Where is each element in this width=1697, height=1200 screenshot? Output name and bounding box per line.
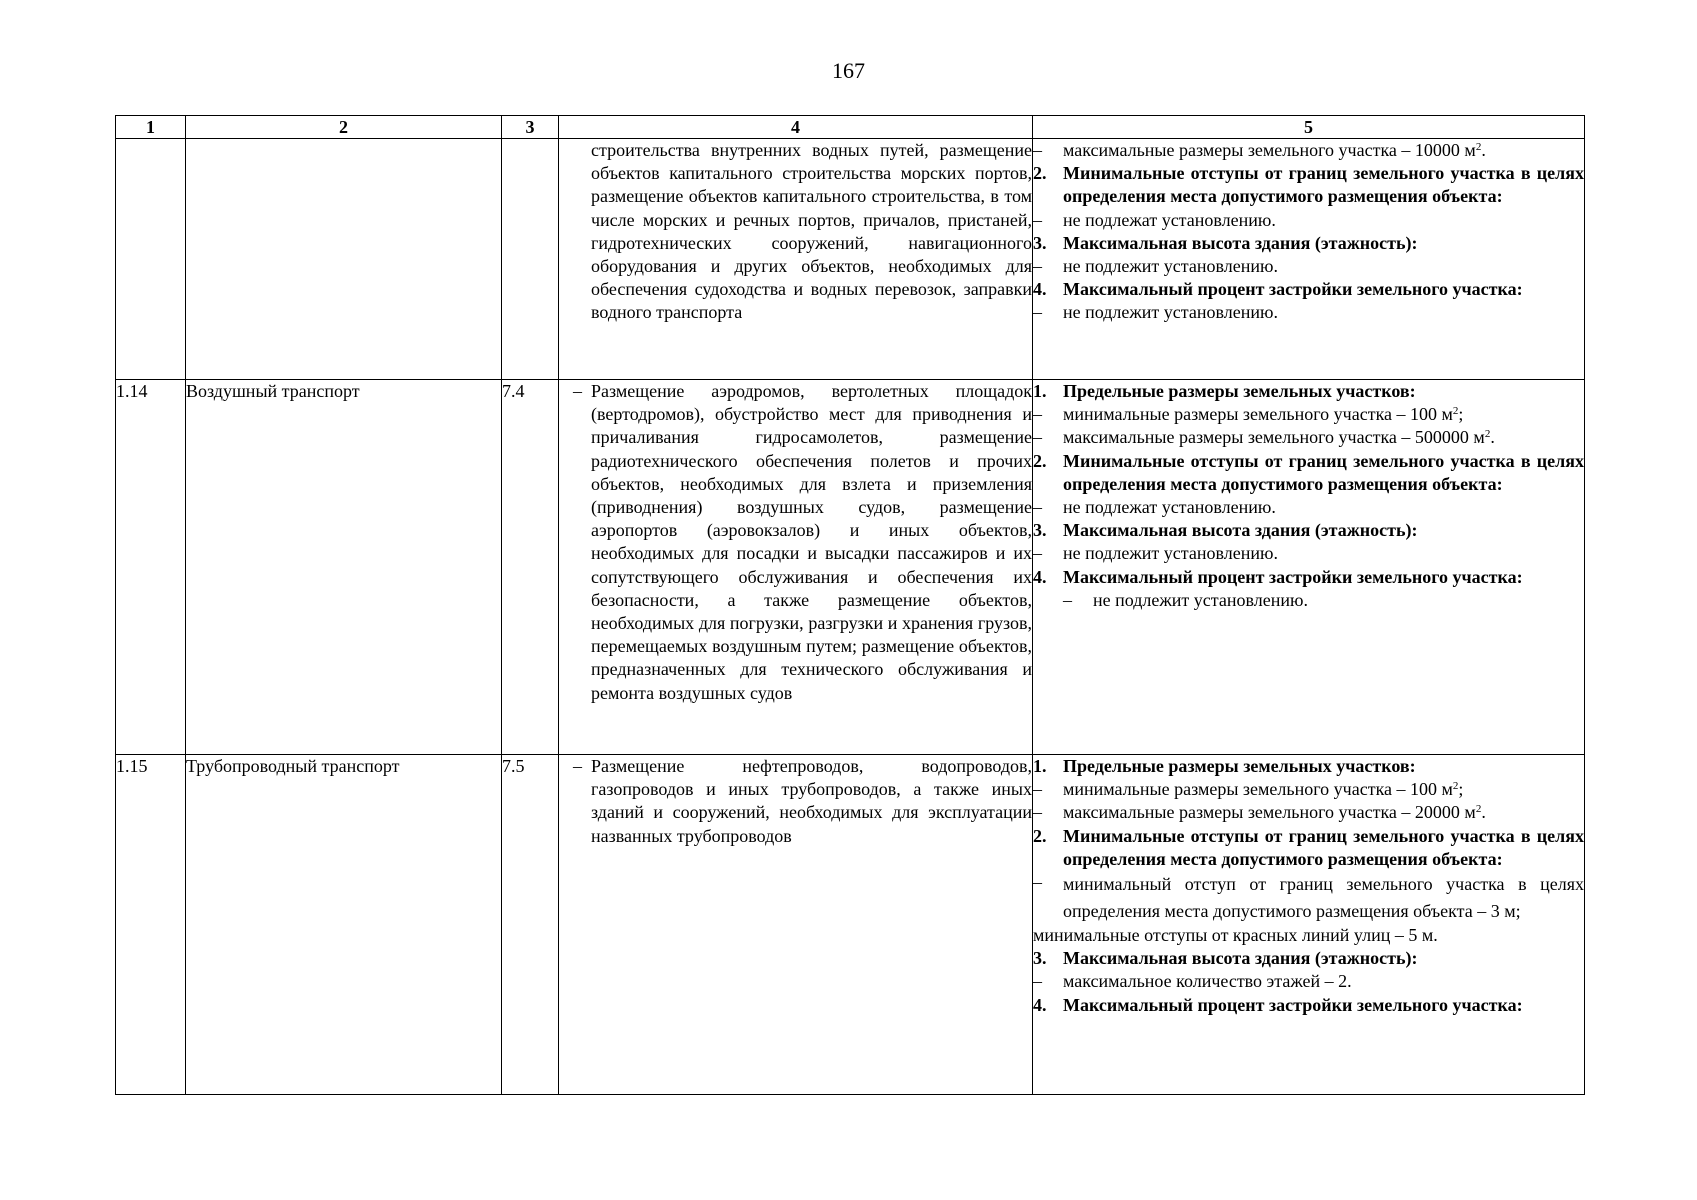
parameters-cell <box>1033 380 1585 755</box>
parameter-marker: – <box>1033 543 1042 564</box>
parameter-text-wrap <box>1063 947 1584 970</box>
description-dash: – <box>573 381 582 401</box>
parameter-heading <box>1033 825 1584 871</box>
parameter-text: Максимальная высота здания (этажность): <box>1063 520 1418 541</box>
use-type-code: 7.5 <box>502 755 559 1095</box>
table-row <box>116 755 1585 1095</box>
parameter-text: не подлежит установлению. <box>1063 302 1278 323</box>
parameter-text: Предельные размеры земельных участков: <box>1063 756 1416 776</box>
parameter-punctuation: ; <box>1458 779 1464 800</box>
parameter-text: Максимальный процент застройки земельного участка: <box>1063 566 1523 587</box>
use-type-description <box>559 139 1033 380</box>
parameter-item <box>1033 403 1584 426</box>
parameter-text: Минимальные отступы от границ земельного участка в целях определения места допустимого размещения объекта: <box>1063 450 1584 494</box>
parameter-item <box>1033 589 1584 612</box>
parameter-text-wrap <box>1063 450 1584 496</box>
parameter-text: Максимальный процент застройки земельного участка: <box>1063 279 1523 300</box>
parameter-marker: 3. <box>1033 232 1047 253</box>
use-type-name: Воздушный транспорт <box>186 380 502 755</box>
parameters-cell <box>1033 139 1585 380</box>
parameter-text-wrap <box>1093 589 1584 612</box>
parameter-punctuation: . <box>1490 427 1495 448</box>
header-row <box>116 116 1585 139</box>
zoning-table <box>115 115 1585 1095</box>
parameter-text-wrap <box>1063 994 1584 1017</box>
parameter-text: минимальные отступы от красных линий улиц – 5 м. <box>1033 925 1438 946</box>
parameter-text-wrap <box>1063 380 1584 403</box>
parameter-text: максимальные размеры земельного участка – 20000 м <box>1063 802 1476 823</box>
parameter-marker: – <box>1033 971 1042 992</box>
parameter-heading <box>1033 755 1584 778</box>
parameter-marker: 4. <box>1033 279 1047 300</box>
parameter-item <box>1033 426 1584 449</box>
description-text: Размещение аэродромов, вертолетных площадок (вертодромов), обустройство мест для приводнения и причаливания гидросамолетов, размещение радиотехнического обеспечения полетов и прочих объектов, необходимых для взлета и приземления (приводнения) воздушных судов, размещение аэропортов (аэровокзалов) и иных объектов, необходимых для посадки и высадки пассажиров и их сопутствующего обслуживания и обеспечения их безопасности, а также размещение объектов, необходимых для погрузки, разгрузки и хранения грузов, перемещаемых воздушным путем; размещение объектов, предназначенных для технического обслуживания и ремонта воздушных судов <box>591 381 1032 703</box>
parameter-text-wrap <box>1063 871 1584 924</box>
description-dash: – <box>573 756 582 776</box>
parameter-text-wrap <box>1063 162 1584 208</box>
parameter-heading <box>1033 519 1584 542</box>
unit-superscript: 2 <box>1475 141 1482 153</box>
parameter-marker: – <box>1033 427 1042 448</box>
parameter-marker: 2. <box>1033 450 1047 471</box>
parameter-heading <box>1033 278 1584 301</box>
parameter-text: не подлежит установлению. <box>1093 589 1308 610</box>
parameter-marker: – <box>1033 209 1042 230</box>
description-text: строительства внутренних водных путей, размещение объектов капитального строительства морских портов, размещение объектов капитального строительства, в том числе морских и речных портов, причалов, пристаней, гидротехнических сооружений, навигационного оборудования и других объектов, необходимых для обеспечения судоходства и водных перевозок, заправки водного транспорта <box>591 140 1032 323</box>
header-col-4: 4 <box>559 116 1033 139</box>
parameter-item <box>1033 255 1584 278</box>
parameter-text: максимальные размеры земельного участка – 500000 м <box>1063 427 1485 448</box>
parameter-text-wrap <box>1063 209 1584 232</box>
parameter-text: минимальные размеры земельного участка – 100 м <box>1063 404 1453 425</box>
parameter-heading <box>1033 380 1584 403</box>
parameter-text-wrap <box>1063 301 1584 324</box>
use-type-name: Трубопроводный транспорт <box>186 755 502 1095</box>
use-type-code: 7.4 <box>502 380 559 755</box>
parameter-item <box>1033 778 1584 801</box>
parameter-marker: – <box>1033 802 1042 823</box>
use-type-description <box>559 755 1033 1095</box>
parameter-item <box>1033 542 1584 565</box>
unit-superscript: 2 <box>1452 405 1459 418</box>
parameter-item <box>1033 970 1584 993</box>
parameter-item <box>1033 871 1584 924</box>
parameter-item <box>1033 301 1584 324</box>
parameter-marker: – <box>1033 779 1042 800</box>
parameter-punctuation: . <box>1481 140 1486 160</box>
parameter-text-wrap <box>1063 566 1584 589</box>
parameter-text: Минимальные отступы от границ земельного участка в целях определения места допустимого размещения объекта: <box>1063 163 1584 207</box>
parameter-text-wrap <box>1063 825 1584 871</box>
parameter-punctuation: ; <box>1458 404 1464 425</box>
unit-superscript: 2 <box>1475 803 1482 816</box>
parameter-item <box>1033 924 1584 947</box>
parameter-marker: – <box>1033 497 1042 518</box>
parameter-text-wrap <box>1063 278 1584 301</box>
header-col-1: 1 <box>116 116 186 139</box>
parameter-text-wrap <box>1063 403 1584 426</box>
parameter-text-wrap <box>1063 232 1584 255</box>
header-col-5: 5 <box>1033 116 1585 139</box>
parameter-heading <box>1033 232 1584 255</box>
parameter-text-wrap <box>1063 426 1584 449</box>
parameter-text-wrap <box>1063 496 1584 519</box>
parameter-text-wrap <box>1063 519 1584 542</box>
row-number: 1.14 <box>116 380 186 755</box>
parameter-text: Предельные размеры земельных участков: <box>1063 381 1416 401</box>
parameter-heading <box>1033 947 1584 970</box>
parameter-text: не подлежит установлению. <box>1063 256 1278 277</box>
parameters-cell <box>1033 755 1585 1095</box>
parameter-text: максимальные размеры земельного участка – 10000 м <box>1063 140 1476 160</box>
parameter-marker: – <box>1063 589 1072 610</box>
parameter-marker: – <box>1033 302 1042 323</box>
parameter-marker: 2. <box>1033 163 1047 184</box>
parameter-marker: – <box>1033 140 1042 160</box>
row-number: 1.15 <box>116 755 186 1095</box>
parameter-text-wrap <box>1063 255 1584 278</box>
parameter-marker: 4. <box>1033 994 1047 1015</box>
parameter-text: Максимальная высота здания (этажность): <box>1063 948 1418 969</box>
parameter-punctuation: . <box>1481 802 1486 823</box>
parameter-heading <box>1033 162 1584 208</box>
parameter-heading <box>1033 994 1584 1017</box>
parameter-text-wrap <box>1063 801 1584 824</box>
table-row <box>116 139 1585 380</box>
parameter-marker: – <box>1033 404 1042 425</box>
parameter-text-wrap <box>1063 139 1584 162</box>
use-type-description <box>559 380 1033 755</box>
parameter-text-wrap <box>1063 778 1584 801</box>
parameter-marker: – <box>1033 256 1042 277</box>
parameter-text: не подлежат установлению. <box>1063 209 1276 230</box>
parameter-text: минимальный отступ от границ земельного участка в целях определения места допустимого размещения объекта – 3 м; <box>1063 874 1584 921</box>
use-type-code <box>502 139 559 380</box>
parameter-marker: – <box>1033 872 1042 893</box>
parameter-text: Максимальный процент застройки земельного участка: <box>1063 994 1523 1015</box>
parameter-text: Минимальные отступы от границ земельного участка в целях определения места допустимого размещения объекта: <box>1063 825 1584 869</box>
parameter-text-wrap <box>1063 542 1584 565</box>
parameter-text: не подлежат установлению. <box>1063 497 1276 518</box>
parameter-text: Максимальная высота здания (этажность): <box>1063 232 1418 253</box>
page-number: 167 <box>832 58 865 83</box>
parameter-text-wrap <box>1063 970 1584 993</box>
parameter-marker: 3. <box>1033 948 1047 969</box>
unit-superscript: 2 <box>1484 428 1491 441</box>
unit-superscript: 2 <box>1452 780 1459 793</box>
parameter-marker: 4. <box>1033 566 1047 587</box>
parameter-item <box>1033 496 1584 519</box>
use-type-name <box>186 139 502 380</box>
parameter-item <box>1033 209 1584 232</box>
parameter-text-wrap <box>1063 755 1584 778</box>
row-number <box>116 139 186 380</box>
header-col-2: 2 <box>186 116 502 139</box>
parameter-text: не подлежит установлению. <box>1063 543 1278 564</box>
header-col-3: 3 <box>502 116 559 139</box>
parameter-item <box>1033 801 1584 824</box>
description-text: Размещение нефтепроводов, водопроводов, газопроводов и иных трубопроводов, а также иных зданий и сооружений, необходимых для эксплуатации названных трубопроводов <box>591 756 1032 846</box>
parameter-text: минимальные размеры земельного участка – 100 м <box>1063 779 1453 800</box>
parameter-marker: 1. <box>1033 381 1047 401</box>
parameter-marker: 3. <box>1033 520 1047 541</box>
parameter-text: максимальное количество этажей – 2. <box>1063 971 1352 992</box>
parameter-heading <box>1033 566 1584 589</box>
parameter-marker: 2. <box>1033 825 1047 846</box>
parameter-item <box>1033 139 1584 162</box>
parameter-marker: 1. <box>1033 756 1047 776</box>
parameter-heading <box>1033 450 1584 496</box>
table-row <box>116 380 1585 755</box>
